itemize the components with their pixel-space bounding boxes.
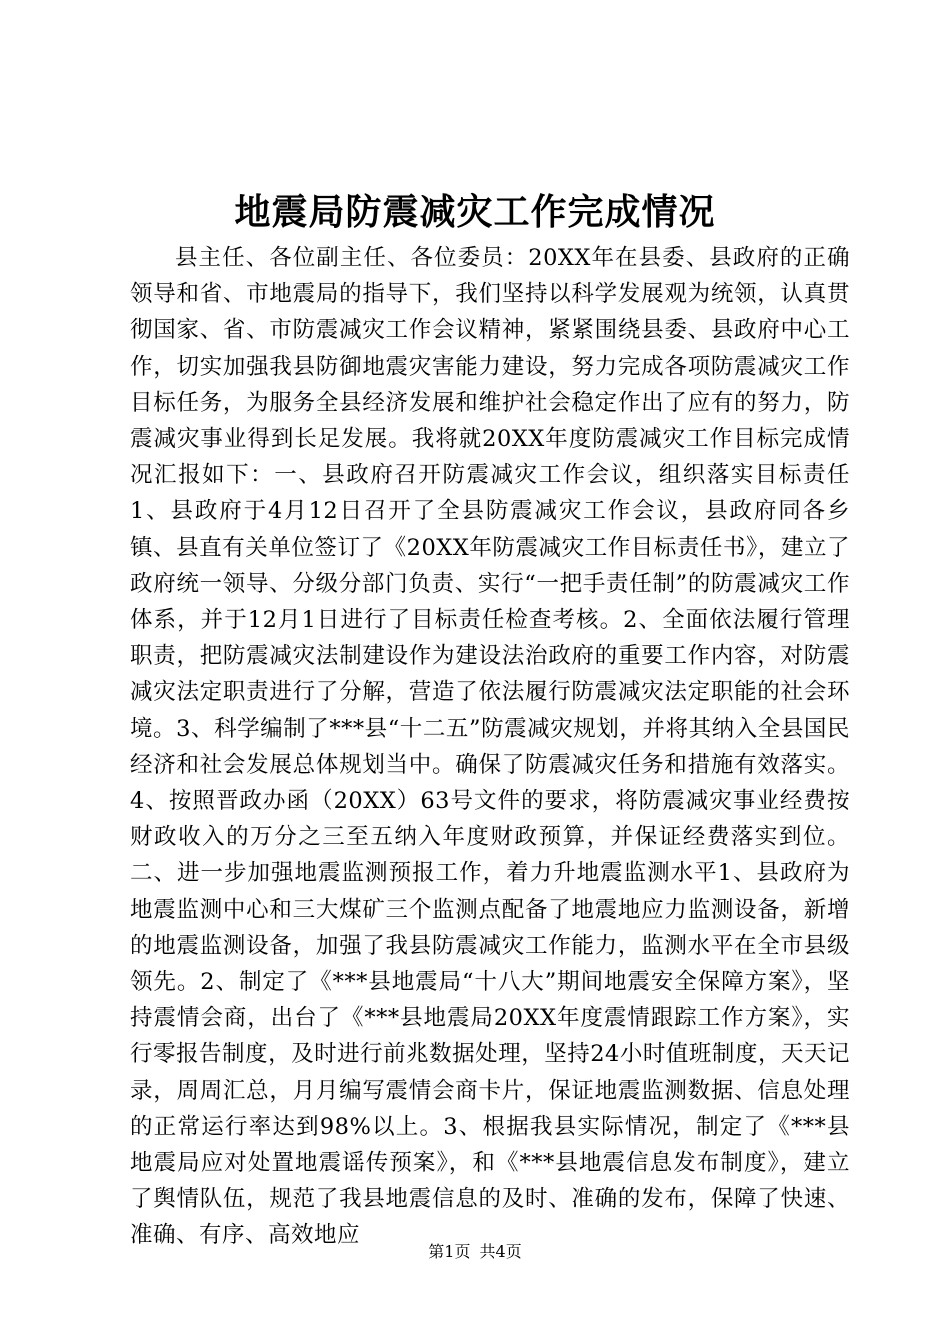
page-total: 共4页 xyxy=(479,1242,522,1261)
document-title: 地震局防震减灾工作完成情况 xyxy=(234,191,716,233)
page-footer xyxy=(0,1240,950,1264)
document-body: 县主任、各位副主任、各位委员：20XX年在县委、县政府的正确领导和省、市地震局的指导下，我们坚持以科学发展观为统领，认真贯彻国家、省、市防震减灾工作会议精神，紧紧围绕县委、县政府中心工作，切实加强我县防御地震灾害能力建设，努力完成各项防震减灾工作目标任务，为服务全县经济发展和维护社会稳定作出了应有的努力，防震减灾事业得到长足发展。我将就20XX年度防震减灾工作目标完成情况汇报如下：一、县政府召开防震减灾工作会议，组织落实目标责任1、县政府于4月12日召开了全县防震减灾工作会议，县政府同各乡镇、县直有关单位签订了《20XX年防震减灾工作目标责任书》，建立了政府统一领导、分级分部门负责、实行“一把手责任制”的防震减灾工作体系，并于12月1日进行了目标责任检查考核。2、全面依法履行管理职责，把防震减灾法制建设作为建设法治政府的重要工作内容，对防震减灾法定职责进行了分解，营造了依法履行防震减灾法定职能的社会环境。3、科学编制了***县“十二五”防震减灾规划，并将其纳入全县国民经济和社会发展总体规划当中。确保了防震减灾任务和措施有效落实。4、按照晋政办函（20XX）63号文件的要求，将防震减灾事业经费按财政收入的万分之三至五纳入年度财政预算，并保证经费落实到位。二、进一步加强地震监测预报工作，着力升地震监测水平1、县政府为地震监测中心和三大煤矿三个监测点配备了地震地应力监测设备，新增的地震监测设备，加强了我县防震减灾工作能力，监测水平在全市县级领先。2、制定了《***县地震局“十八大”期间地震安全保障方案》，坚持震情会商，出台了《***县地震局20XX年度震情跟踪工作方案》，实行零报告制度，及时进行前兆数据处理，坚持24小时值班制度，天天记录，周周汇总，月月编写震情会商卡片，保证地震监测数据、信息处理的正常运行率达到98%以上。3、根据我县实际情况，制定了《***县地震局应对处置地震谣传预案》，和《***县地震信息发布制度》，建立了舆情队伍，规范了我县地震信息的及时、准确的发布，保障了快速、准确、有序、高效地应 xyxy=(130,245,850,1249)
page-number: 第1页 xyxy=(428,1242,471,1261)
